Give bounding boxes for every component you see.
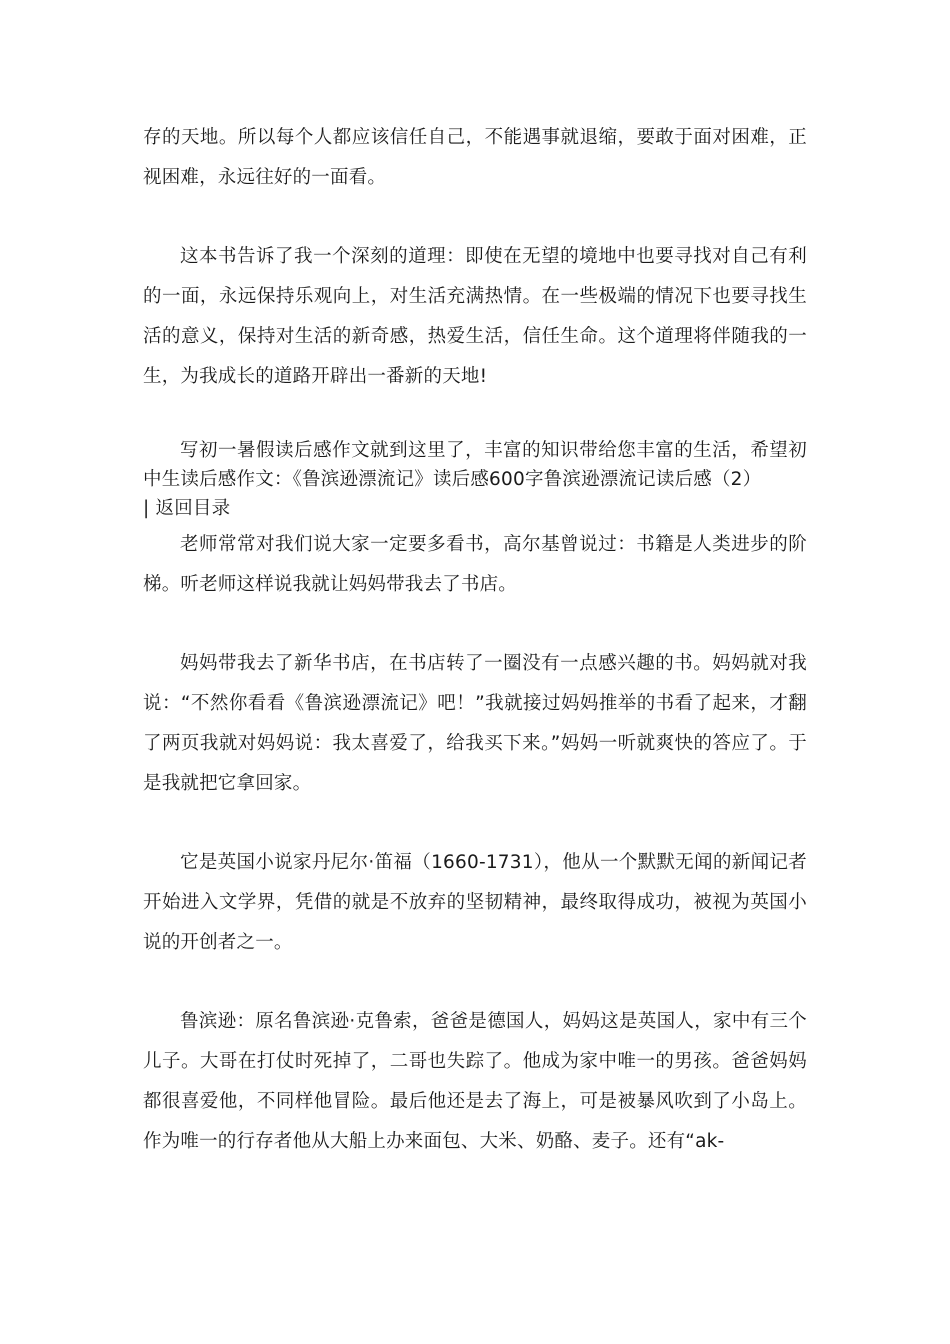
paragraph-3 bbox=[143, 436, 807, 523]
paragraph-4: 老师常常对我们说大家一定要多看书，高尔基曾说过：书籍是人类进步的阶梯。听老师这样说我就让妈妈带我去了书店。 bbox=[143, 534, 807, 595]
paragraph-6: 它是英国小说家丹尼尔·笛福（1660-1731），他从一个默默无闻的新闻记者开始进入文学界，凭借的就是不放弃的坚韧精神，最终取得成功，被视为英国小说的开创者之一。 bbox=[143, 852, 807, 953]
paragraph-gap bbox=[143, 605, 807, 644]
paragraph-gap bbox=[143, 804, 807, 843]
document-page bbox=[143, 118, 807, 1162]
paragraph-3-text: 写初一暑假读后感作文就到这里了，丰富的知识带给您丰富的生活，希望初中生读后感作文：《鲁滨逊漂流记》读后感600字鲁滨逊漂流记读后感（2） bbox=[143, 440, 807, 490]
paragraph-5: 妈妈带我去了新华书店，在书店转了一圈没有一点感兴趣的书。妈妈就对我说：“不然你看看《鲁滨逊漂流记》吧！”我就接过妈妈推举的书看了起来，才翻了两页我就对妈妈说：我太喜爱了，给我买下来。”妈妈一听就爽快的答应了。于是我就把它拿回家。 bbox=[143, 653, 807, 794]
paragraph-gap bbox=[143, 397, 807, 436]
paragraph-2: 这本书告诉了我一个深刻的道理：即使在无望的境地中也要寻找对自己有利的一面，永远保持乐观向上，对生活充满热情。在一些极端的情况下也要寻找生活的意义，保持对生活的新奇感，热爱生活，信任生命。这个道理将伴随我的一生，为我成长的道路开辟出一番新的天地! bbox=[143, 246, 807, 387]
return-to-toc-link[interactable]: | 返回目录 bbox=[143, 498, 231, 519]
paragraph-gap bbox=[143, 198, 807, 237]
paragraph-gap bbox=[143, 963, 807, 1002]
paragraph-7: 鲁滨逊：原名鲁滨逊·克鲁索，爸爸是德国人，妈妈这是英国人，家中有三个儿子。大哥在打仗时死掉了，二哥也失踪了。他成为家中唯一的男孩。爸爸妈妈都很喜爱他，不同样他冒险。最后他还是去了海上，可是被暴风吹到了小岛上。作为唯一的行存者他从大船上办来面包、大米、奶酪、麦子。还有“ak- bbox=[143, 1011, 807, 1152]
paragraph-1: 存的天地。所以每个人都应该信任自己，不能遇事就退缩，要敢于面对困难，正视困难，永远往好的一面看。 bbox=[143, 127, 807, 188]
